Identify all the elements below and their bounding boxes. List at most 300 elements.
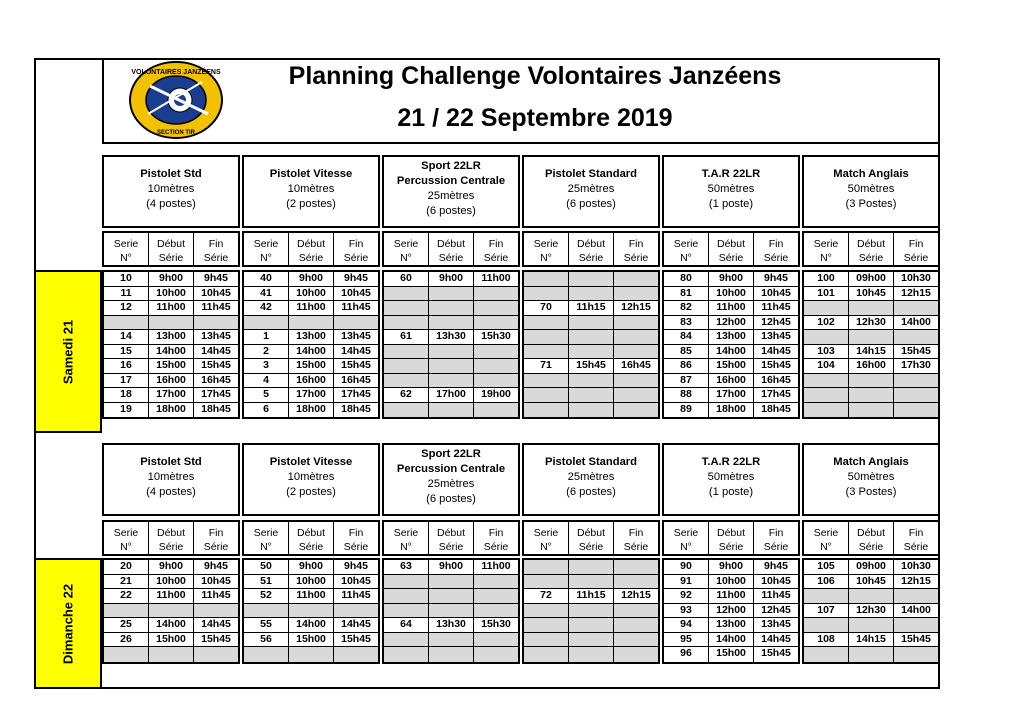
table-cell <box>474 316 518 330</box>
discipline-detail: (6 postes) <box>426 205 476 217</box>
column-header-row <box>242 520 380 556</box>
table-cell: 15h45 <box>201 632 231 645</box>
table-cell <box>524 388 569 402</box>
table-cell: 84 <box>664 330 709 344</box>
table-cell: 26 <box>104 633 149 647</box>
schedule-grid <box>522 558 660 664</box>
discipline-header <box>102 155 240 228</box>
table-cell <box>384 345 429 359</box>
discipline-detail: 50mètres <box>847 183 895 195</box>
table-cell <box>474 604 518 618</box>
column-header: Serie N° <box>804 522 849 554</box>
discipline-name: Sport 22LR <box>421 160 481 172</box>
discipline-header <box>522 155 660 228</box>
column-header: Fin Série <box>343 238 369 264</box>
table-cell <box>429 345 474 359</box>
table-row <box>384 575 518 590</box>
table-cell: 10h00 <box>709 575 754 589</box>
discipline-detail: 25mètres <box>567 183 615 195</box>
table-cell: 92 <box>664 589 709 603</box>
table-cell: 3 <box>244 359 289 373</box>
table-cell: 18h45 <box>761 402 791 415</box>
table-cell <box>384 316 429 330</box>
table-cell: 14h45 <box>201 344 231 357</box>
table-row <box>384 374 518 389</box>
table-cell <box>894 618 938 632</box>
table-row <box>524 575 658 590</box>
table-cell: 13h45 <box>761 330 791 342</box>
table-cell <box>334 316 378 330</box>
table-cell <box>474 403 518 418</box>
column-header-row <box>662 231 800 267</box>
column-header: Fin Série <box>903 238 929 264</box>
schedule-grid <box>242 558 380 664</box>
table-cell <box>569 575 614 589</box>
table-cell: 9h00 <box>149 272 194 286</box>
table-cell: 13h45 <box>201 330 231 342</box>
table-row <box>384 272 518 287</box>
table-cell: 10h45 <box>341 574 371 587</box>
table-cell: 4 <box>244 374 289 388</box>
table-row <box>804 403 938 418</box>
table-cell: 14h00 <box>901 603 931 616</box>
discipline-detail: 25mètres <box>427 190 475 202</box>
table-cell: 11h00 <box>149 589 194 603</box>
table-cell: 10h30 <box>901 272 931 284</box>
table-row <box>664 374 798 389</box>
table-row <box>104 388 238 403</box>
table-row <box>664 345 798 360</box>
table-cell <box>429 301 474 315</box>
table-cell <box>474 633 518 647</box>
table-cell <box>804 403 849 418</box>
discipline-header <box>802 443 940 516</box>
table-cell: 9h00 <box>429 560 474 574</box>
schedule-grid <box>802 270 940 419</box>
column-header: Serie N° <box>244 522 289 554</box>
table-row <box>244 388 378 403</box>
table-cell: 9h00 <box>289 560 334 574</box>
table-row <box>244 647 378 662</box>
table-cell: 17h00 <box>429 388 474 402</box>
table-row <box>804 560 938 575</box>
schedule-grid <box>102 558 240 664</box>
table-row <box>524 604 658 619</box>
table-cell: 72 <box>524 589 569 603</box>
discipline-detail: (2 postes) <box>286 198 336 210</box>
table-row <box>524 301 658 316</box>
table-cell: 10h45 <box>201 574 231 587</box>
table-cell: 62 <box>384 388 429 402</box>
table-cell: 10h45 <box>849 575 894 589</box>
discipline-detail: 10mètres <box>287 471 335 483</box>
table-cell <box>614 330 658 344</box>
table-row <box>244 403 378 418</box>
column-header: Fin Série <box>483 238 509 264</box>
table-cell: 83 <box>664 316 709 330</box>
table-cell: 104 <box>804 359 849 373</box>
table-row <box>524 633 658 648</box>
table-row <box>804 374 938 389</box>
table-cell: 18h00 <box>149 403 194 418</box>
table-row <box>104 301 238 316</box>
table-cell <box>429 633 474 647</box>
table-cell: 9h00 <box>709 272 754 286</box>
table-row <box>524 374 658 389</box>
discipline-name: Sport 22LR <box>421 448 481 460</box>
table-cell: 95 <box>664 633 709 647</box>
table-cell <box>384 301 429 315</box>
table-cell <box>429 359 474 373</box>
table-cell: 21 <box>104 575 149 589</box>
table-row <box>524 316 658 331</box>
discipline-detail: (3 Postes) <box>845 486 897 498</box>
table-cell: 12h15 <box>621 589 651 601</box>
table-cell <box>804 589 849 603</box>
table-cell <box>474 589 518 603</box>
table-cell: 91 <box>664 575 709 589</box>
table-cell <box>614 388 658 402</box>
table-cell: 10h45 <box>341 286 371 299</box>
table-row <box>664 633 798 648</box>
table-cell <box>104 316 149 330</box>
table-cell <box>804 330 849 344</box>
discipline-detail: (4 postes) <box>146 198 196 210</box>
table-cell: 11h00 <box>289 301 334 315</box>
discipline-header <box>522 443 660 516</box>
table-cell: 14h45 <box>201 618 231 630</box>
discipline-detail: 25mètres <box>427 478 475 490</box>
table-cell: 9h45 <box>764 272 788 284</box>
table-row <box>244 301 378 316</box>
table-cell: 13h00 <box>149 330 194 344</box>
table-row <box>104 403 238 418</box>
table-cell: 17 <box>104 374 149 388</box>
table-cell <box>429 575 474 589</box>
table-cell <box>804 618 849 632</box>
column-header: Fin Série <box>343 527 369 553</box>
table-cell: 12h00 <box>709 316 754 330</box>
table-cell: 9h00 <box>709 560 754 574</box>
table-cell <box>614 287 658 301</box>
table-cell: 18h00 <box>289 403 334 418</box>
discipline-detail: 10mètres <box>287 183 335 195</box>
table-cell: 15h45 <box>341 632 371 645</box>
table-cell: 15h45 <box>901 344 931 357</box>
table-row <box>664 359 798 374</box>
table-cell <box>894 589 938 603</box>
table-cell: 17h45 <box>201 388 231 400</box>
table-cell <box>384 374 429 388</box>
table-cell: 103 <box>804 345 849 359</box>
table-cell <box>804 301 849 315</box>
table-row <box>524 359 658 374</box>
table-row <box>524 589 658 604</box>
table-cell <box>614 345 658 359</box>
table-cell <box>244 604 289 618</box>
table-cell <box>849 618 894 632</box>
column-header: Fin Série <box>623 238 649 264</box>
table-cell <box>384 604 429 618</box>
table-cell: 1 <box>244 330 289 344</box>
table-cell <box>569 374 614 388</box>
table-row <box>244 316 378 331</box>
table-row <box>524 330 658 345</box>
column-header: Fin Série <box>483 527 509 553</box>
table-cell <box>429 374 474 388</box>
table-cell <box>104 604 149 618</box>
table-row <box>104 345 238 360</box>
table-cell <box>894 403 938 418</box>
column-header: Début Série <box>849 233 894 265</box>
table-row <box>804 618 938 633</box>
discipline-header <box>242 155 380 228</box>
table-row <box>384 403 518 418</box>
column-header-row <box>662 520 800 556</box>
table-cell: 17h00 <box>289 388 334 402</box>
table-row <box>804 301 938 316</box>
table-cell <box>524 560 569 574</box>
table-cell: 101 <box>804 287 849 301</box>
table-row <box>804 589 938 604</box>
page-subtitle: 21 / 22 Septembre 2019 <box>397 104 673 132</box>
table-cell: 10h45 <box>761 574 791 587</box>
table-cell <box>849 374 894 388</box>
table-cell <box>849 330 894 344</box>
discipline-detail: (4 postes) <box>146 486 196 498</box>
table-cell: 81 <box>664 287 709 301</box>
table-cell: 14h00 <box>901 315 931 328</box>
table-cell <box>614 560 658 574</box>
table-row <box>664 316 798 331</box>
table-cell <box>429 589 474 603</box>
table-cell: 12 <box>104 301 149 315</box>
table-cell: 55 <box>244 618 289 632</box>
table-cell: 85 <box>664 345 709 359</box>
table-cell: 11h45 <box>761 301 791 313</box>
table-row <box>664 287 798 302</box>
table-cell: 16h00 <box>709 374 754 388</box>
table-cell: 13h00 <box>709 330 754 344</box>
table-row <box>104 359 238 374</box>
table-cell <box>149 316 194 330</box>
day-label: Samedi 21 <box>60 319 76 384</box>
column-header: Serie N° <box>524 233 569 265</box>
table-cell: 17h45 <box>341 388 371 400</box>
table-cell: 17h45 <box>761 388 791 400</box>
discipline-name: Pistolet Vitesse <box>269 456 353 468</box>
table-row <box>244 560 378 575</box>
table-cell: 14h15 <box>849 345 894 359</box>
table-cell: 80 <box>664 272 709 286</box>
table-row <box>664 647 798 662</box>
table-row <box>104 575 238 590</box>
column-header: Début Série <box>709 522 754 554</box>
table-cell: 18h45 <box>201 402 231 415</box>
table-row <box>244 287 378 302</box>
table-cell <box>384 403 429 418</box>
column-header: Début Série <box>429 233 474 265</box>
schedule-grid <box>802 558 940 664</box>
table-cell: 15h00 <box>289 633 334 647</box>
table-cell: 09h00 <box>849 560 894 574</box>
svg-text:SECTION TIR: SECTION TIR <box>156 130 196 136</box>
table-cell: 12h30 <box>849 604 894 618</box>
table-row <box>384 589 518 604</box>
table-cell: 14h45 <box>341 344 371 357</box>
table-cell <box>849 589 894 603</box>
table-row <box>384 618 518 633</box>
table-cell: 10h00 <box>289 287 334 301</box>
table-cell <box>289 604 334 618</box>
table-cell <box>429 316 474 330</box>
table-row <box>244 272 378 287</box>
table-row <box>664 403 798 418</box>
table-cell: 15h45 <box>341 359 371 371</box>
table-row <box>524 403 658 418</box>
table-cell: 9h45 <box>764 560 788 572</box>
table-row <box>244 374 378 389</box>
table-cell: 17h00 <box>149 388 194 402</box>
column-header: Fin Série <box>623 527 649 553</box>
table-cell: 88 <box>664 388 709 402</box>
table-row <box>804 359 938 374</box>
table-row <box>384 633 518 648</box>
table-row <box>524 560 658 575</box>
table-cell: 15h00 <box>149 633 194 647</box>
table-cell <box>474 359 518 373</box>
table-row <box>104 330 238 345</box>
table-row <box>384 647 518 662</box>
table-cell <box>614 374 658 388</box>
column-header: Serie N° <box>384 233 429 265</box>
column-header: Serie N° <box>804 233 849 265</box>
table-cell <box>524 287 569 301</box>
table-row <box>804 604 938 619</box>
table-cell: 9h00 <box>149 560 194 574</box>
table-cell: 14h00 <box>709 633 754 647</box>
table-row <box>804 633 938 648</box>
discipline-detail: (2 postes) <box>286 486 336 498</box>
table-cell: 11h15 <box>569 301 614 315</box>
table-cell <box>804 374 849 388</box>
table-cell <box>524 575 569 589</box>
table-cell: 19h00 <box>481 388 511 400</box>
table-cell: 16h45 <box>621 359 651 371</box>
table-cell: 11h00 <box>481 272 511 284</box>
discipline-detail: 50mètres <box>707 183 755 195</box>
table-cell: 63 <box>384 560 429 574</box>
table-cell <box>524 330 569 344</box>
table-cell: 10h45 <box>849 287 894 301</box>
table-cell: 56 <box>244 633 289 647</box>
table-cell: 89 <box>664 403 709 418</box>
table-row <box>104 589 238 604</box>
table-cell <box>524 647 569 662</box>
table-cell: 10h00 <box>149 575 194 589</box>
column-header: Début Série <box>289 233 334 265</box>
column-header: Serie N° <box>384 522 429 554</box>
table-row <box>664 560 798 575</box>
table-cell: 2 <box>244 345 289 359</box>
table-row <box>244 330 378 345</box>
table-cell: 09h00 <box>849 272 894 286</box>
table-cell: 9h00 <box>429 272 474 286</box>
column-header-row <box>242 231 380 267</box>
table-cell <box>384 633 429 647</box>
table-row <box>104 647 238 662</box>
table-cell: 13h00 <box>709 618 754 632</box>
table-cell: 11h45 <box>341 589 371 601</box>
table-cell: 70 <box>524 301 569 315</box>
table-cell: 25 <box>104 618 149 632</box>
schedule-grid <box>382 558 520 664</box>
table-cell <box>384 589 429 603</box>
column-header: Début Série <box>709 233 754 265</box>
table-row <box>384 287 518 302</box>
table-cell: 82 <box>664 301 709 315</box>
table-cell <box>334 647 378 662</box>
table-cell <box>569 287 614 301</box>
table-row <box>104 316 238 331</box>
page-title: Planning Challenge Volontaires Janzéens <box>288 62 782 90</box>
discipline-name: Pistolet Vitesse <box>269 168 353 180</box>
discipline-name: Match Anglais <box>833 456 909 468</box>
table-cell: 14h00 <box>709 345 754 359</box>
table-cell: 9h45 <box>344 272 368 284</box>
discipline-name: T.A.R 22LR <box>701 168 761 180</box>
discipline-detail: (1 poste) <box>708 486 754 498</box>
table-cell <box>569 618 614 632</box>
table-cell: 40 <box>244 272 289 286</box>
table-cell <box>194 316 238 330</box>
table-cell <box>384 287 429 301</box>
table-cell: 10h00 <box>289 575 334 589</box>
discipline-header <box>102 443 240 516</box>
table-cell <box>524 316 569 330</box>
table-cell: 22 <box>104 589 149 603</box>
table-row <box>384 330 518 345</box>
table-cell <box>569 647 614 662</box>
discipline-header <box>382 155 520 228</box>
schedule-grid <box>242 270 380 419</box>
table-cell: 11h00 <box>709 589 754 603</box>
table-cell: 15h00 <box>149 359 194 373</box>
discipline-name: Pistolet Standard <box>544 168 637 180</box>
table-cell <box>429 604 474 618</box>
table-cell: 16h45 <box>201 373 231 386</box>
table-cell: 14h00 <box>149 345 194 359</box>
table-cell <box>614 575 658 589</box>
table-cell: 64 <box>384 618 429 632</box>
table-row <box>664 330 798 345</box>
table-cell <box>524 403 569 418</box>
table-cell <box>194 647 238 662</box>
table-cell: 12h30 <box>849 316 894 330</box>
table-cell: 13h45 <box>341 330 371 342</box>
table-cell: 10h00 <box>709 287 754 301</box>
table-cell <box>614 647 658 662</box>
table-cell <box>474 647 518 662</box>
table-cell: 14h00 <box>289 618 334 632</box>
table-cell <box>894 647 938 662</box>
table-cell: 100 <box>804 272 849 286</box>
table-row <box>104 374 238 389</box>
column-header: Début Série <box>569 522 614 554</box>
column-header: Serie N° <box>524 522 569 554</box>
table-row <box>104 272 238 287</box>
table-row <box>524 272 658 287</box>
